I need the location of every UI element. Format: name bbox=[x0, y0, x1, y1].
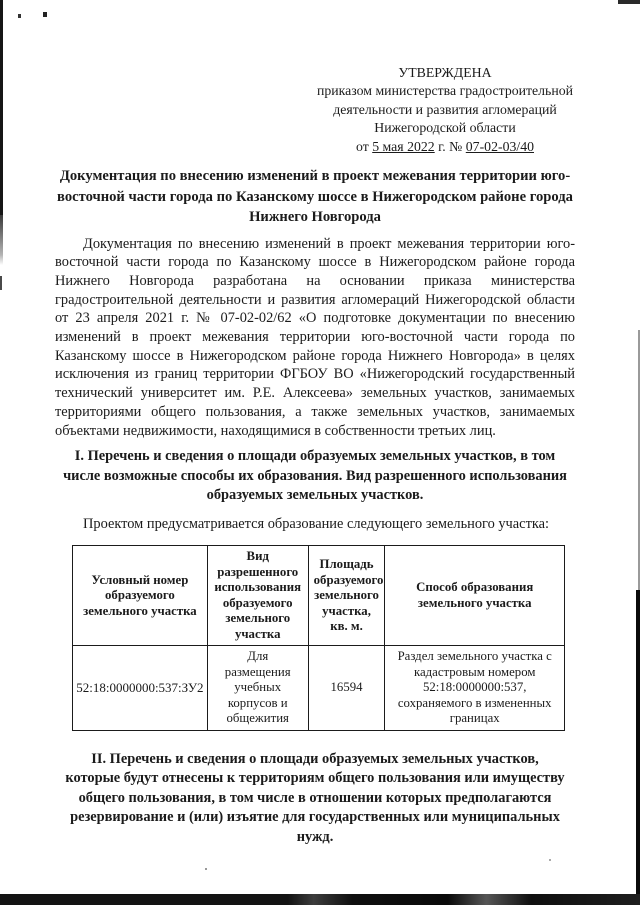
section-1-heading: I. Перечень и сведения о площади образуемых земельных участков, в том числе возможные способы их образования. Вид разрешенного использования образуемых земельных участков. bbox=[63, 448, 567, 504]
document-content bbox=[55, 0, 575, 847]
cell-area: 16594 bbox=[308, 646, 385, 731]
scan-speck bbox=[549, 859, 551, 861]
section-1-intro: Проектом предусматривается образование следующего земельного участка: bbox=[83, 515, 550, 532]
approval-date-line bbox=[307, 138, 583, 156]
approval-date-suffix: г. № bbox=[434, 138, 466, 154]
table-header-formation-method: Способ образования земельного участка bbox=[385, 546, 565, 646]
left-edge-scan-tick bbox=[0, 276, 2, 290]
approval-block bbox=[307, 64, 583, 156]
section-2-heading: II. Перечень и сведения о площади образуемых земельных участков, которые будут отнесены к территориям общего пользования или имуществу общего пользования, в том числе в отношении которых предполагаются резервирование и (или) изъятие для государственных или муниципальных нужд. bbox=[65, 750, 565, 845]
approval-line-order: приказом министерства градостроительной bbox=[316, 83, 574, 99]
approval-order-number: 07-02-03/40 bbox=[465, 138, 534, 154]
left-edge-scan-artifact bbox=[0, 0, 3, 215]
bottom-edge-scan-artifact bbox=[0, 894, 640, 905]
table-header-plot-number: Условный номер образуемого земельного участка bbox=[73, 546, 208, 646]
table-header-row bbox=[73, 546, 565, 646]
cell-formation-method: Раздел земельного участка с кадастровым номером 52:18:0000000:537, сохраняемого в измененных границах bbox=[385, 646, 565, 731]
approval-line-approved: УТВЕРЖДЕНА bbox=[398, 65, 492, 80]
scan-speck bbox=[18, 14, 21, 18]
approval-line-region: Нижегородской области bbox=[374, 120, 516, 136]
approval-date: 5 мая 2022 bbox=[372, 138, 435, 154]
intro-paragraph: Документация по внесению изменений в проект межевания территории юго-восточной части города по Казанскому шоссе в Нижегородском районе города Нижнего Новгорода разработана на основании приказа министерства градостроительной деятельности и развития агломераций Нижегородской области от 23 апреля 2021 г. № 07-02-02/62 «О подготовке документации по внесению изменений в проект межевания территории юго-восточной части города по Казанскому шоссе в Нижегородском районе города Нижнего Новгорода» в целях исключения из границ территории ФГБОУ ВО «Нижегородский государственный технический университет им. Р.Е. Алексеева» земельных участков, занимаемых территориями общего пользования, а также земельных участков, занимаемых объектами недвижимости, находящимися в собственности третьих лиц. bbox=[55, 235, 575, 439]
cell-plot-number: 52:18:0000000:537:ЗУ2 bbox=[73, 646, 208, 731]
approval-date-prefix: от bbox=[356, 138, 373, 154]
right-edge-scan-artifact bbox=[636, 590, 640, 905]
table-header-permitted-use: Вид разрешенного использования образуемого земельного участка bbox=[207, 546, 308, 646]
cell-permitted-use: Для размещения учебных корпусов и общежития bbox=[207, 646, 308, 731]
scan-speck bbox=[43, 12, 47, 17]
approval-line-ministry: деятельности и развития агломераций bbox=[333, 101, 557, 117]
scan-speck bbox=[205, 868, 207, 870]
table-header-area: Площадь образуемого земельного участка, кв. м. bbox=[308, 546, 385, 646]
document-title: Документация по внесению изменений в проект межевания территории юго-восточной части города по Казанскому шоссе в Нижегородском районе города Нижнего Новгорода bbox=[57, 168, 573, 226]
table-row bbox=[73, 646, 565, 731]
land-plot-table bbox=[72, 545, 565, 731]
top-right-scan-mark bbox=[618, 0, 640, 4]
left-edge-scan-artifact-fade bbox=[0, 215, 3, 265]
